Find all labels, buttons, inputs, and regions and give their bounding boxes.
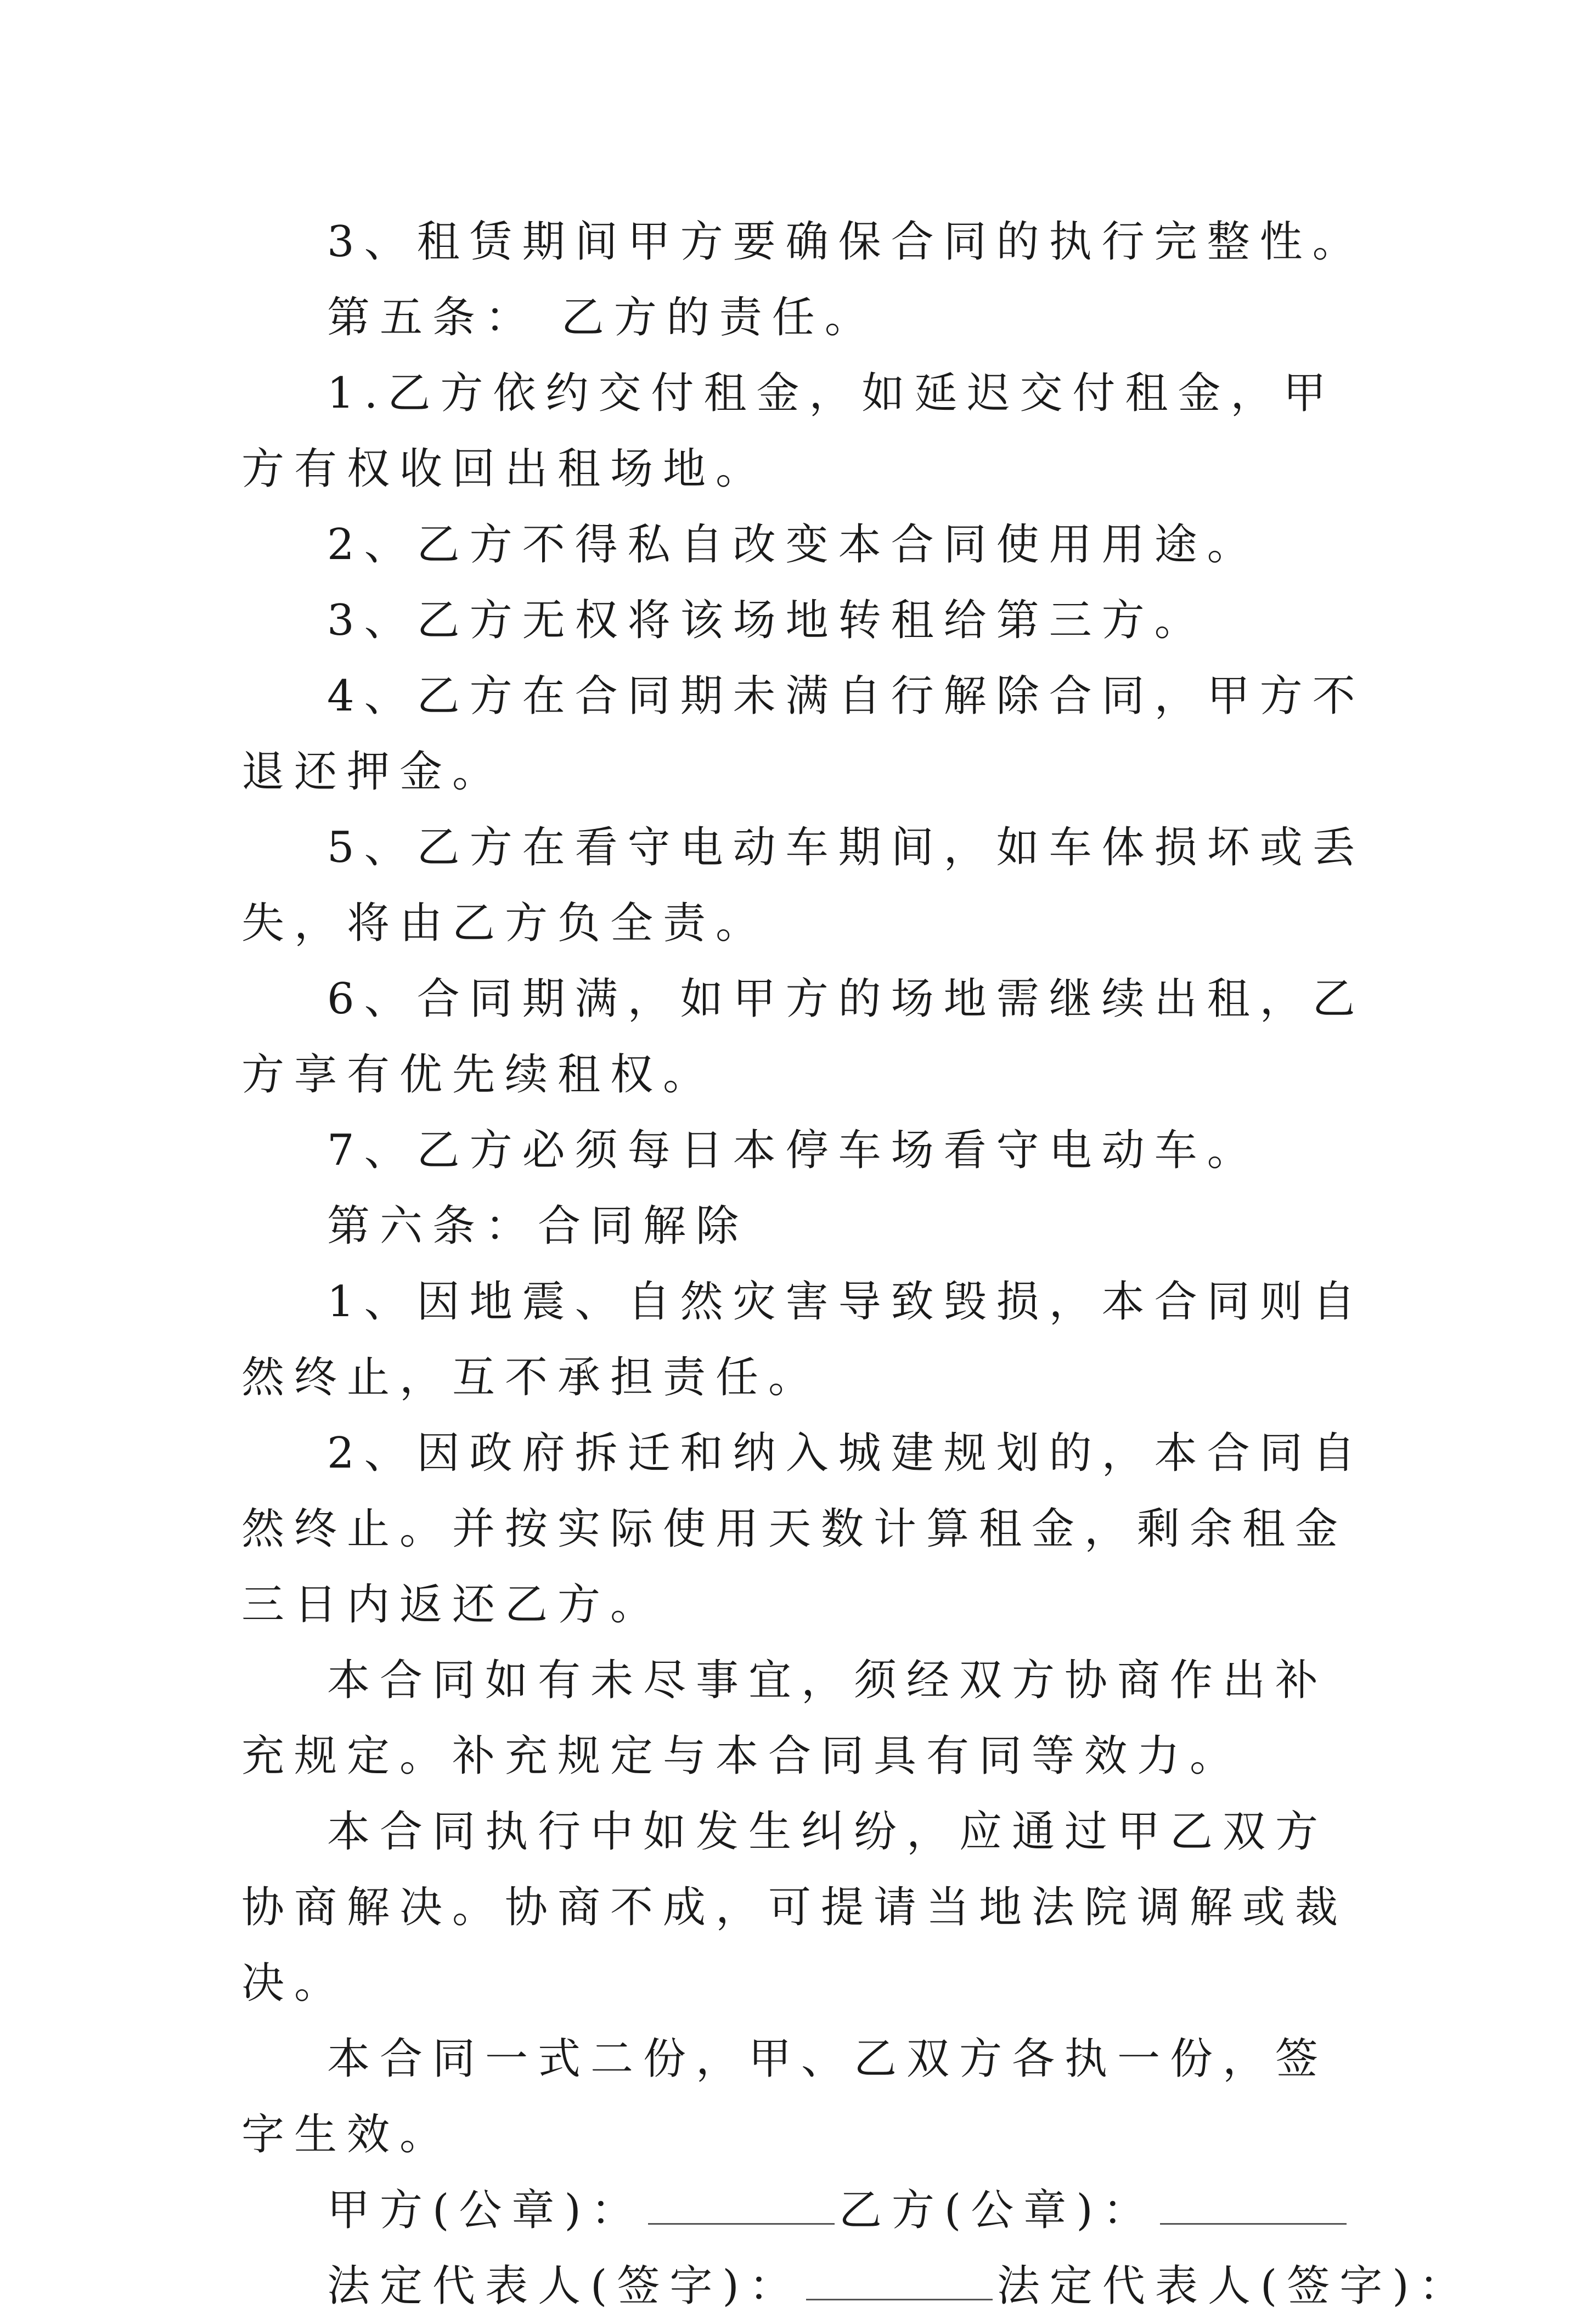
clause-4-item-3: 3、租赁期间甲方要确保合同的执行完整性。 [327,217,1365,267]
article-5-item-6: 6、合同期满，如甲方的场地需继续出租，乙方享有优先续租权。 [241,974,1365,1099]
party-b-seal-label: 乙方(公章)： [838,2186,1156,2235]
article-5-item-3: 3、乙方无权将该场地转租给第三方。 [327,596,1207,645]
article-5-item-1: 1.乙方依约交付租金，如延迟交付租金，甲方有权收回出租场地。 [241,369,1336,494]
dispute-clause: 本合同执行中如发生纠纷，应通过甲乙双方协商解决。协商不成，可提请当地法院调解或裁决。 [241,1807,1348,2008]
article-6-item-1: 1、因地震、自然灾害导致毁损，本合同则自然终止，互不承担责任。 [241,1277,1365,1402]
article-5-item-7: 7、乙方必须每日本停车场看守电动车。 [327,1126,1260,1175]
supplementary-clause: 本合同如有未尽事宜，须经双方协商作出补充规定。补充规定与本合同具有同等效力。 [241,1656,1328,1781]
party-b-seal-blank [1160,2190,1347,2225]
article-5-item-5: 5、乙方在看守电动车期间，如车体损坏或丢失，将由乙方负全责。 [241,823,1365,948]
seal-line [241,2173,1372,2248]
article-5-heading: 第五条： 乙方的责任。 [327,293,877,342]
article-5-item-4: 4、乙方在合同期未满自行解除合同，甲方不退还押金。 [241,672,1365,797]
article-6-heading: 第六条：合同解除 [327,1202,749,1251]
copies-clause: 本合同一式二份，甲、乙双方各执一份，签字生效。 [241,2034,1328,2159]
party-a-seal-label: 甲方(公章)： [327,2186,644,2235]
party-a-rep-blank [806,2266,993,2300]
contract-body [241,204,1472,2324]
representative-line [241,2248,1472,2324]
article-5-item-2: 2、乙方不得私自改变本合同使用用途。 [327,520,1260,569]
party-a-rep-label: 法定代表人(签字)： [327,2261,802,2311]
party-b-rep-label: 法定代表人(签字)： [996,2261,1472,2311]
party-a-seal-blank [648,2190,835,2225]
article-6-item-2: 2、因政府拆迁和纳入城建规划的，本合同自然终止。并按实际使用天数计算租金，剩余租金三日内返还乙方。 [241,1429,1365,1629]
